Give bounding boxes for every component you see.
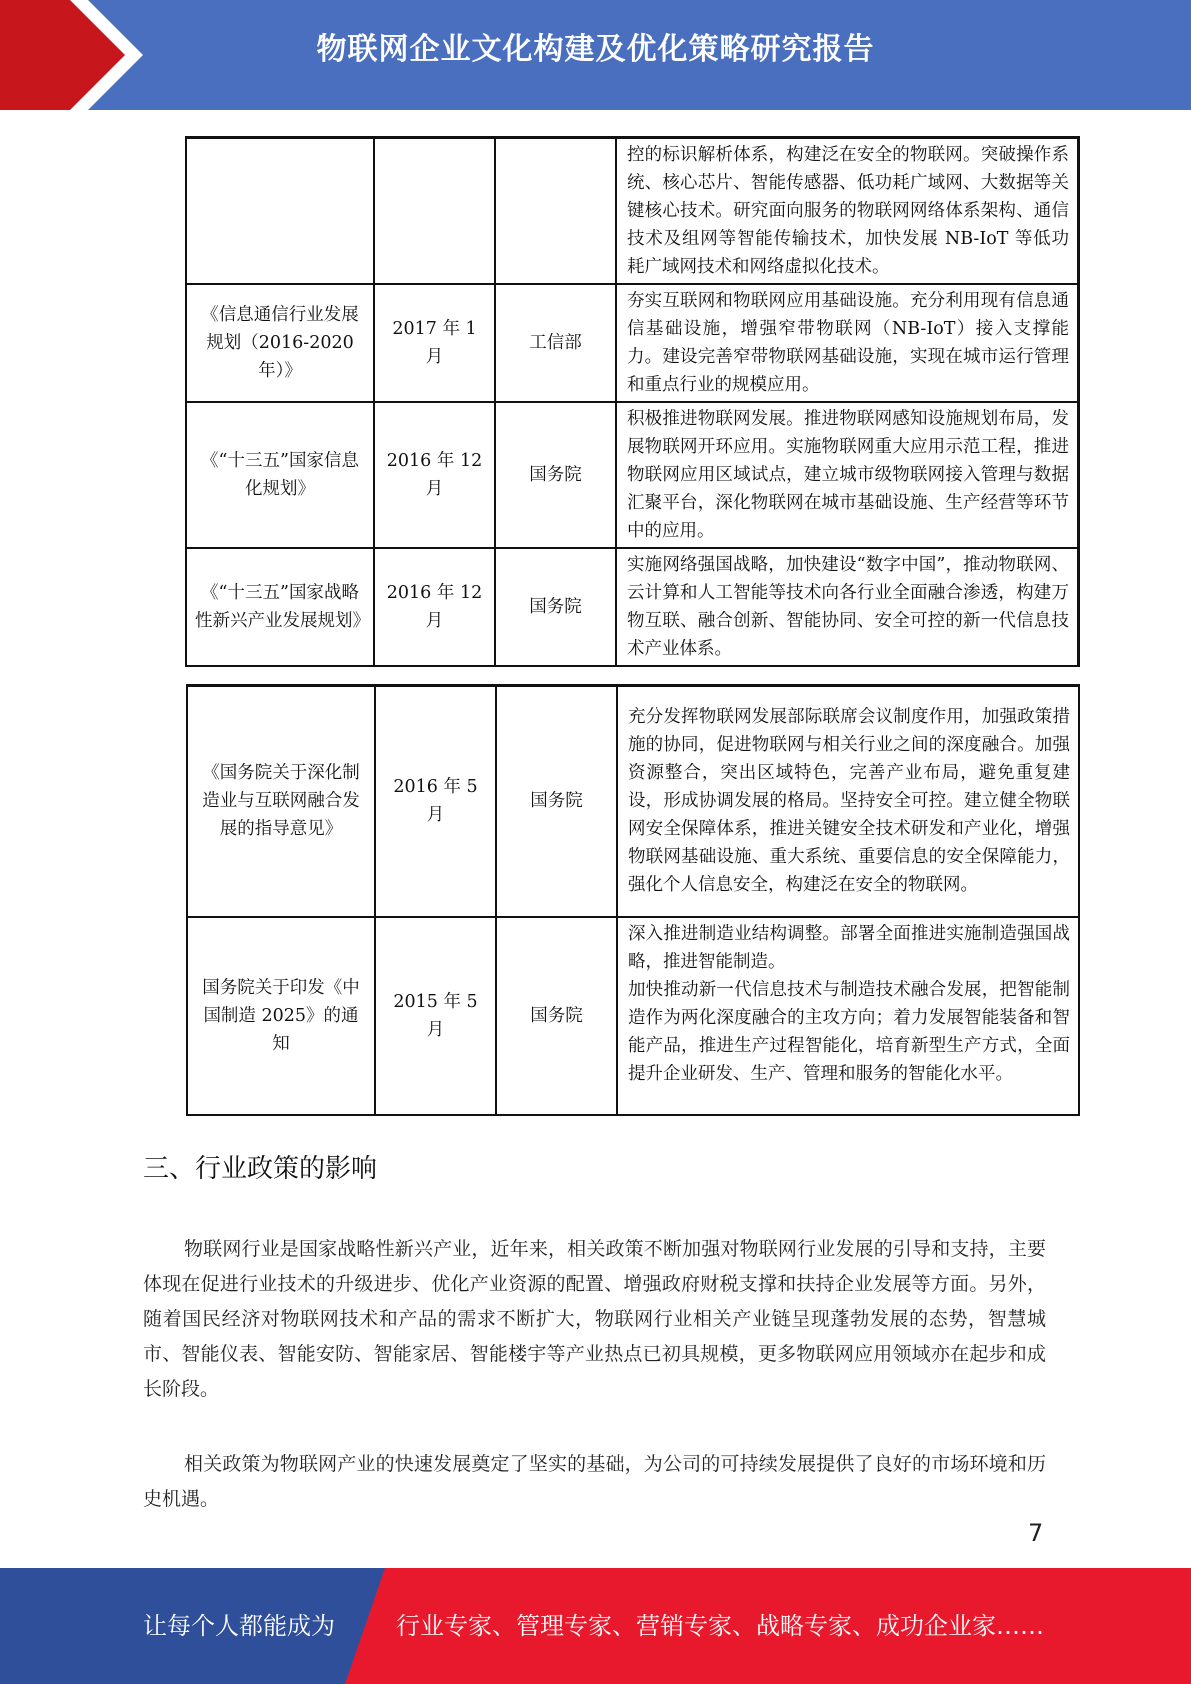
policy-date-cell: 2016 年 12 月 (374, 548, 495, 666)
policy-org-cell: 工信部 (495, 284, 616, 402)
policy-org-cell: 国务院 (495, 402, 616, 548)
policy-content-cell: 实施网络强国战略，加快建设“数字中国”，推动物联网、云计算和人工智能等技术向各行业全面融合渗透，构建万物互联、融合创新、智能协同、安全可控的新一代信息技术产业体系。 (616, 548, 1079, 666)
policy-date-cell: 2017 年 1 月 (374, 284, 495, 402)
policy-content-cell: 积极推进物联网发展。推进物联网感知设施规划布局，发展物联网开环应用。实施物联网重大应用示范工程，推进物联网应用区域试点，建立城市级物联网接入管理与数据汇聚平台，深化物联网在城市基础设施、生产经营等环节中的应用。 (616, 402, 1079, 548)
table-row (187, 686, 1079, 917)
table-row (186, 284, 1079, 402)
page-number: 7 (1028, 1519, 1044, 1547)
policy-name-cell: 《“十三五”国家战略性新兴产业发展规划》 (186, 548, 374, 666)
policy-org-cell: 国务院 (496, 917, 617, 1115)
body-paragraph: 物联网行业是国家战略性新兴产业，近年来，相关政策不断加强对物联网行业发展的引导和支持，主要体现在促进行业技术的升级进步、优化产业资源的配置、增强政府财税支撑和扶持企业发展等方面。另外，随着国民经济对物联网技术和产品的需求不断扩大，物联网行业相关产业链呈现蓬勃发展的态势，智慧城市、智能仪表、智能安防、智能家居、智能楼宇等产业热点已初具规模，更多物联网应用领域亦在起步和成长阶段。 (143, 1238, 1046, 1400)
policy-name-cell: 《信息通信行业发展规划（2016-2020 年）》 (186, 284, 374, 402)
policy-content-paragraph: 加快推动新一代信息技术与制造技术融合发展，把智能制造作为两化深度融合的主攻方向；着力发展智能装备和智能产品，推进生产过程智能化，培育新型生产方式，全面提升企业研发、生产、管理和服务的智能化水平。 (628, 979, 1070, 1084)
section-heading: 三、行业政策的影响 (143, 1154, 378, 1184)
policy-table-part2 (186, 684, 1080, 1116)
policy-date-cell (374, 138, 495, 285)
policy-date-cell: 2016 年 5 月 (375, 686, 496, 917)
page-title: 物联网企业文化构建及优化策略研究报告 (316, 32, 875, 67)
policy-org-cell: 国务院 (496, 686, 617, 917)
policy-content-paragraph: 深入推进制造业结构调整。部署全面推进实施制造强国战略，推进智能制造。 (628, 923, 1070, 972)
footer-slogan-right: 行业专家、管理专家、营销专家、战略专家、成功企业家…… (396, 1612, 1044, 1640)
policy-content-cell: 控的标识解析体系，构建泛在安全的物联网。突破操作系统、核心芯片、智能传感器、低功耗广域网、大数据等关键核心技术。研究面向服务的物联网网络体系架构、通信技术及组网等智能传输技术，加快发展 NB-IoT 等低功耗广域网技术和网络虚拟化技术。 (616, 138, 1079, 285)
table-row (186, 548, 1079, 666)
table-row (186, 138, 1079, 285)
policy-date-cell: 2016 年 12 月 (374, 402, 495, 548)
footer-slogan-left: 让每个人都能成为 (143, 1612, 335, 1640)
policy-date-cell: 2015 年 5 月 (375, 917, 496, 1115)
table-row (186, 402, 1079, 548)
policy-content-cell (617, 917, 1079, 1115)
body-paragraph: 相关政策为物联网产业的快速发展奠定了坚实的基础，为公司的可持续发展提供了良好的市场环境和历史机遇。 (143, 1453, 1046, 1510)
policy-name-cell (186, 138, 374, 285)
page-header (0, 0, 1191, 110)
policy-org-cell (495, 138, 616, 285)
policy-name-cell: 《“十三五”国家信息化规划》 (186, 402, 374, 548)
policy-table-part1 (185, 136, 1080, 667)
policy-name-cell: 《国务院关于深化制造业与互联网融合发展的指导意见》 (187, 686, 375, 917)
table-row (187, 917, 1079, 1115)
policy-content-cell: 夯实互联网和物联网应用基础设施。充分利用现有信息通信基础设施，增强窄带物联网（NB-IoT）接入支撑能力。建设完善窄带物联网基础设施，实现在城市运行管理和重点行业的规模应用。 (616, 284, 1079, 402)
page-footer (0, 1568, 1191, 1684)
policy-content-cell: 充分发挥物联网发展部际联席会议制度作用，加强政策措施的协同，促进物联网与相关行业之间的深度融合。加强资源整合，突出区域特色，完善产业布局，避免重复建设，形成协调发展的格局。坚持安全可控。建立健全物联网安全保障体系，推进关键安全技术研发和产业化，增强物联网基础设施、重大系统、重要信息的安全保障能力，强化个人信息安全，构建泛在安全的物联网。 (617, 686, 1079, 917)
policy-org-cell: 国务院 (495, 548, 616, 666)
policy-name-cell: 国务院关于印发《中国制造 2025》的通知 (187, 917, 375, 1115)
